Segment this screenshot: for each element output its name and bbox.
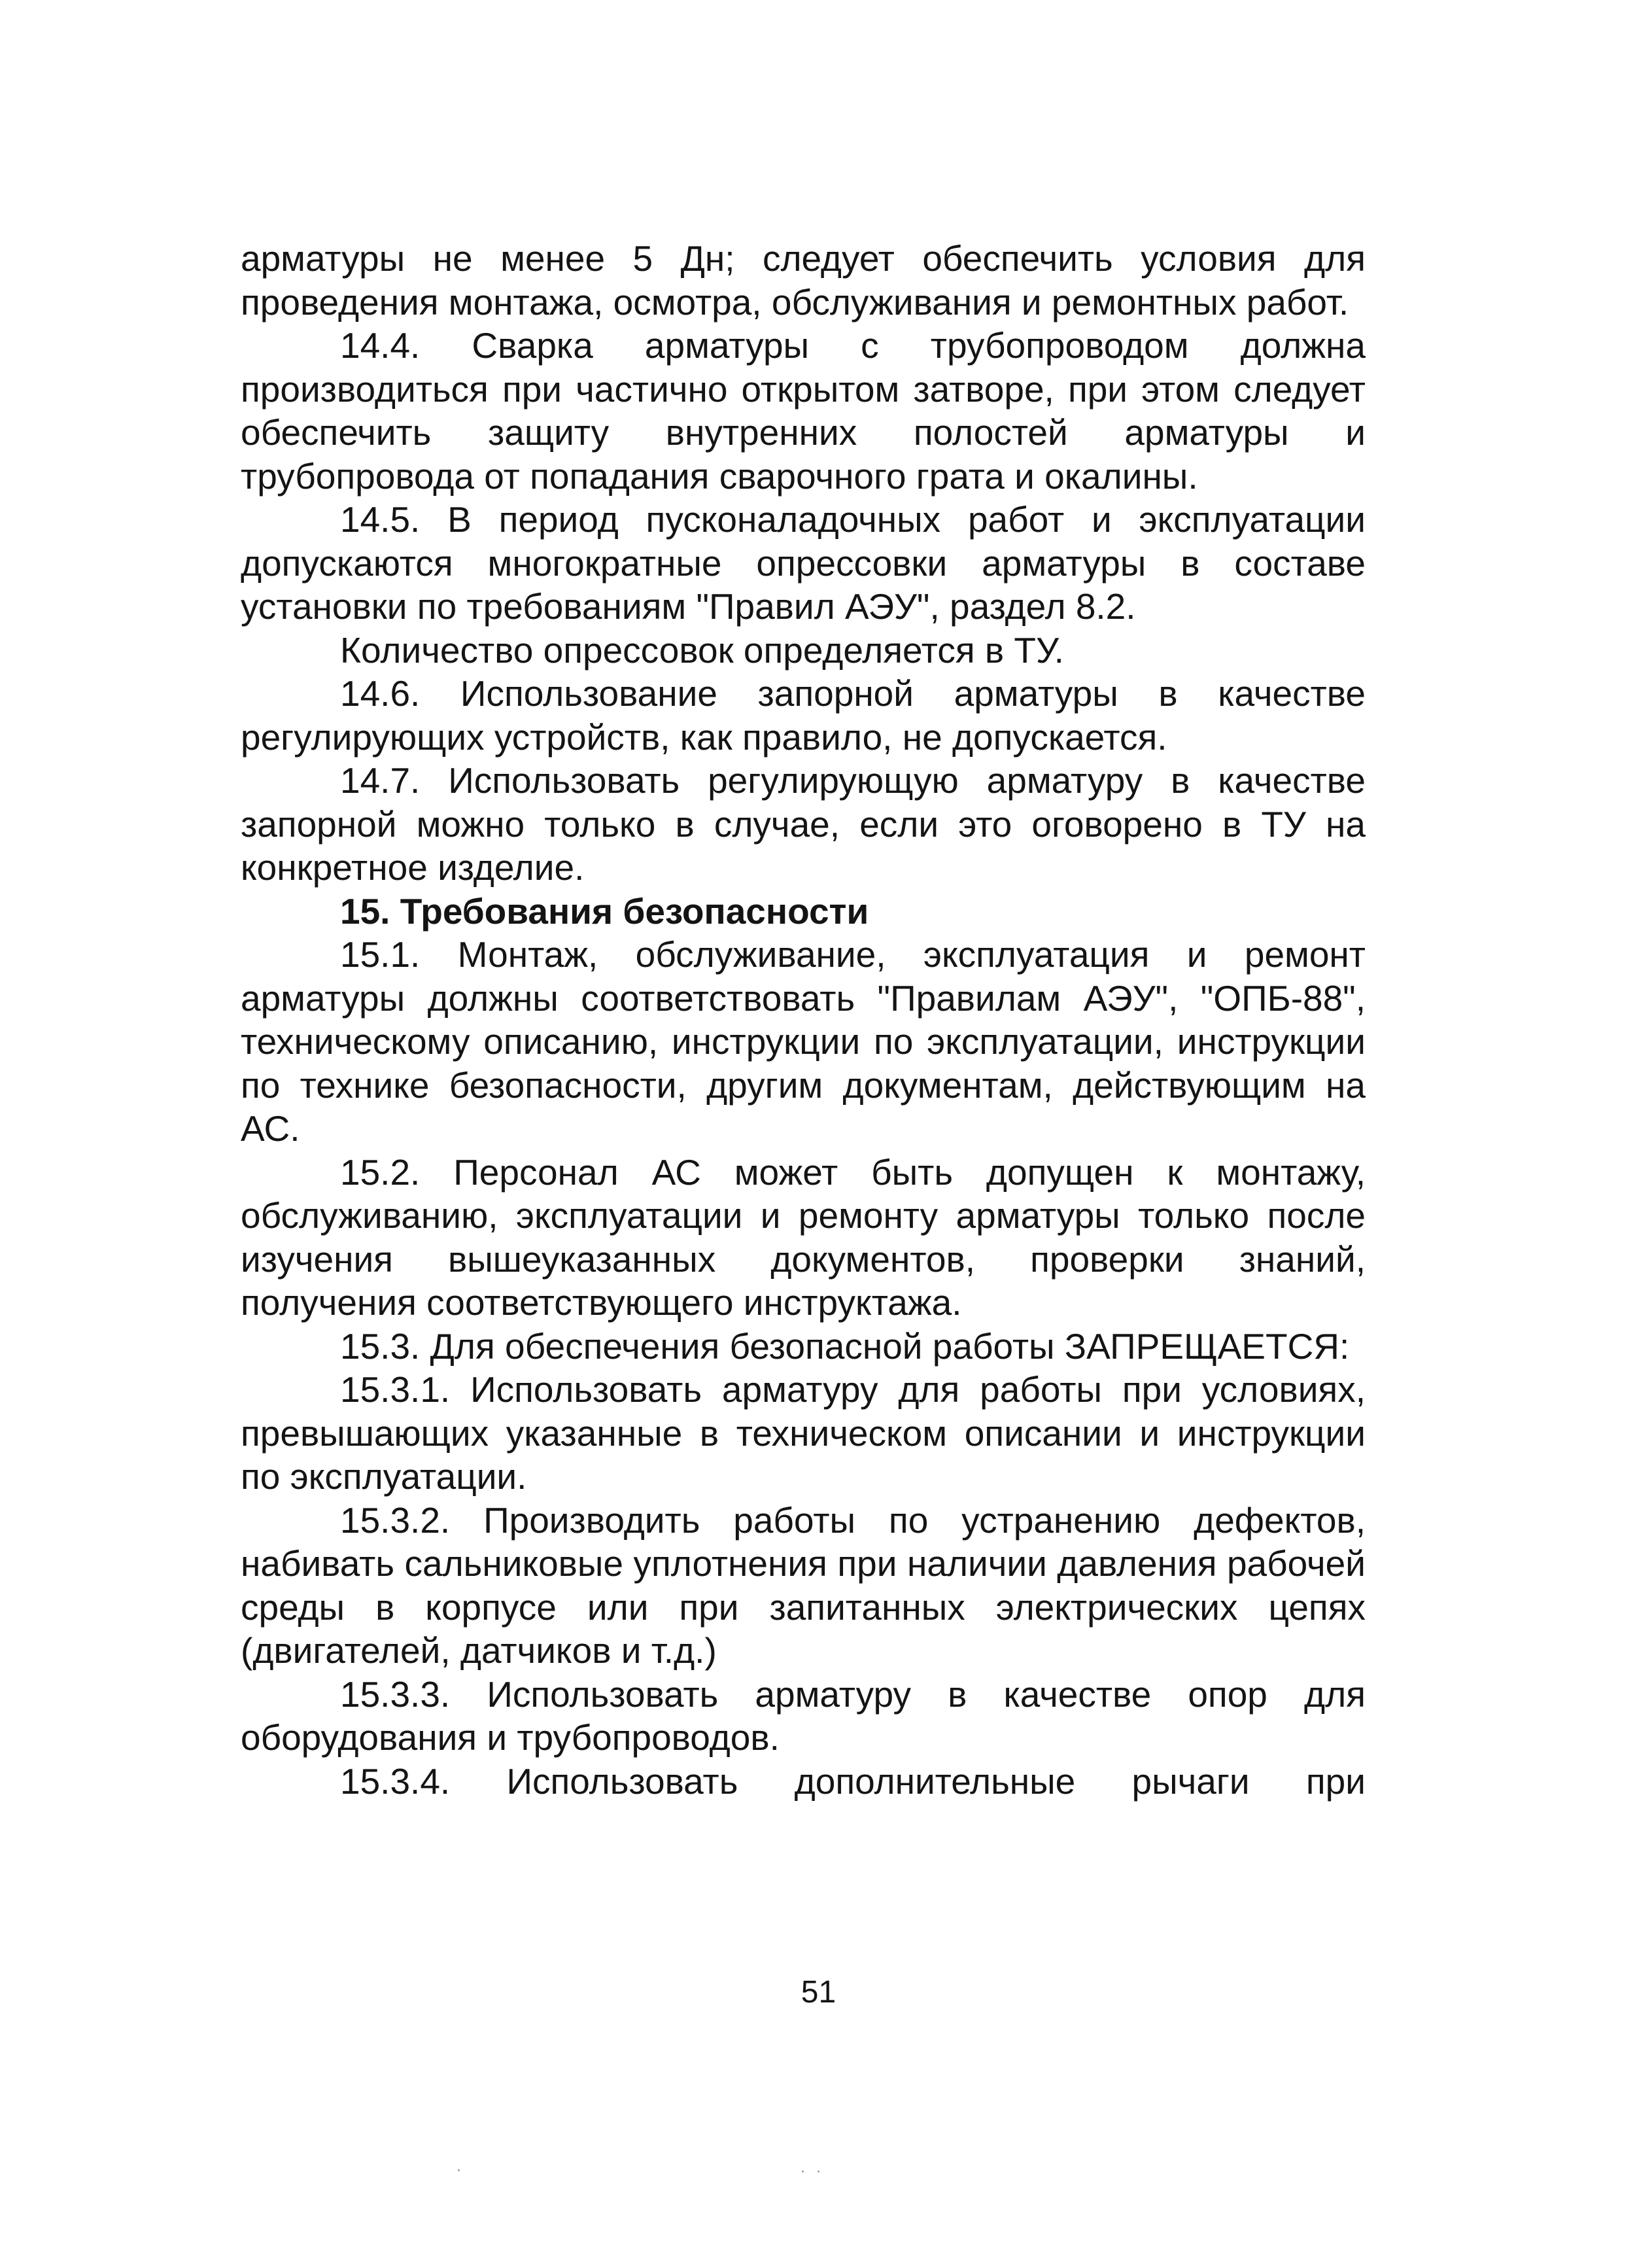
scan-speck	[818, 2171, 819, 2172]
paragraph-15-3-2: 15.3.2. Производить работы по устранению дефектов, набивать сальниковые уплотнения при наличии давления рабочей среды в корпусе или при запитанных электрических цепях (двигателей, датчиков и т.д.)	[241, 1499, 1366, 1671]
body-text	[241, 237, 1366, 1803]
paragraph-15-3-3: 15.3.3. Использовать арматуру в качестве опор для оборудования и трубопроводов.	[241, 1673, 1366, 1758]
paragraph-14-4: 14.4. Сварка арматуры с трубопроводом должна производиться при частично открытом затворе, при этом следует обеспечить защиту внутренних полостей арматуры и трубопровода от попадания сварочного грата и окалины.	[241, 325, 1366, 497]
paragraph-15-3-4: 15.3.4. Использовать дополнительные рычаги при	[340, 1760, 1366, 1802]
paragraph-continuation: арматуры не менее 5 Дн; следует обеспечить условия для проведения монтажа, осмотра, обслуживания и ремонтных работ.	[241, 238, 1366, 323]
paragraph-14-7: 14.7. Использовать регулирующую арматуру в качестве запорной можно только в случае, если это оговорено в ТУ на конкретное изделие.	[241, 760, 1366, 888]
paragraph-15-3-1: 15.3.1. Использовать арматуру для работы при условиях, превышающих указанные в техническом описании и инструкции по эксплуатации.	[241, 1369, 1366, 1497]
paragraph-15-1: 15.1. Монтаж, обслуживание, эксплуатация и ремонт арматуры должны соответствовать "Правилам АЭУ", "ОПБ-88", техническому описанию, инструкции по эксплуатации, инструкции по технике безопасности, другим документам, действующим на АС.	[241, 934, 1366, 1149]
page-number: 51	[801, 1975, 836, 2010]
scan-speck	[458, 2169, 460, 2171]
paragraph-14-5: 14.5. В период пусконаладочных работ и эксплуатации допускаются многократные опрессовки арматуры в составе установки по требованиям "Правил АЭУ", раздел 8.2.	[241, 499, 1366, 627]
paragraph-14-6: 14.6. Использование запорной арматуры в качестве регулирующих устройств, как правило, не допускается.	[241, 673, 1366, 758]
scan-speck	[802, 2171, 804, 2172]
paragraph-pressure-tests-count: Количество опрессовок определяется в ТУ.	[340, 629, 1064, 671]
paragraph-15-2: 15.2. Персонал АС может быть допущен к монтажу, обслуживанию, эксплуатации и ремонту арматуры только после изучения вышеуказанных документов, проверки знаний, получения соответствующего инструктажа.	[241, 1151, 1366, 1323]
section-heading-15: 15. Требования безопасности	[340, 890, 869, 932]
paragraph-15-3: 15.3. Для обеспечения безопасной работы ЗАПРЕЩАЕТСЯ:	[340, 1325, 1350, 1367]
